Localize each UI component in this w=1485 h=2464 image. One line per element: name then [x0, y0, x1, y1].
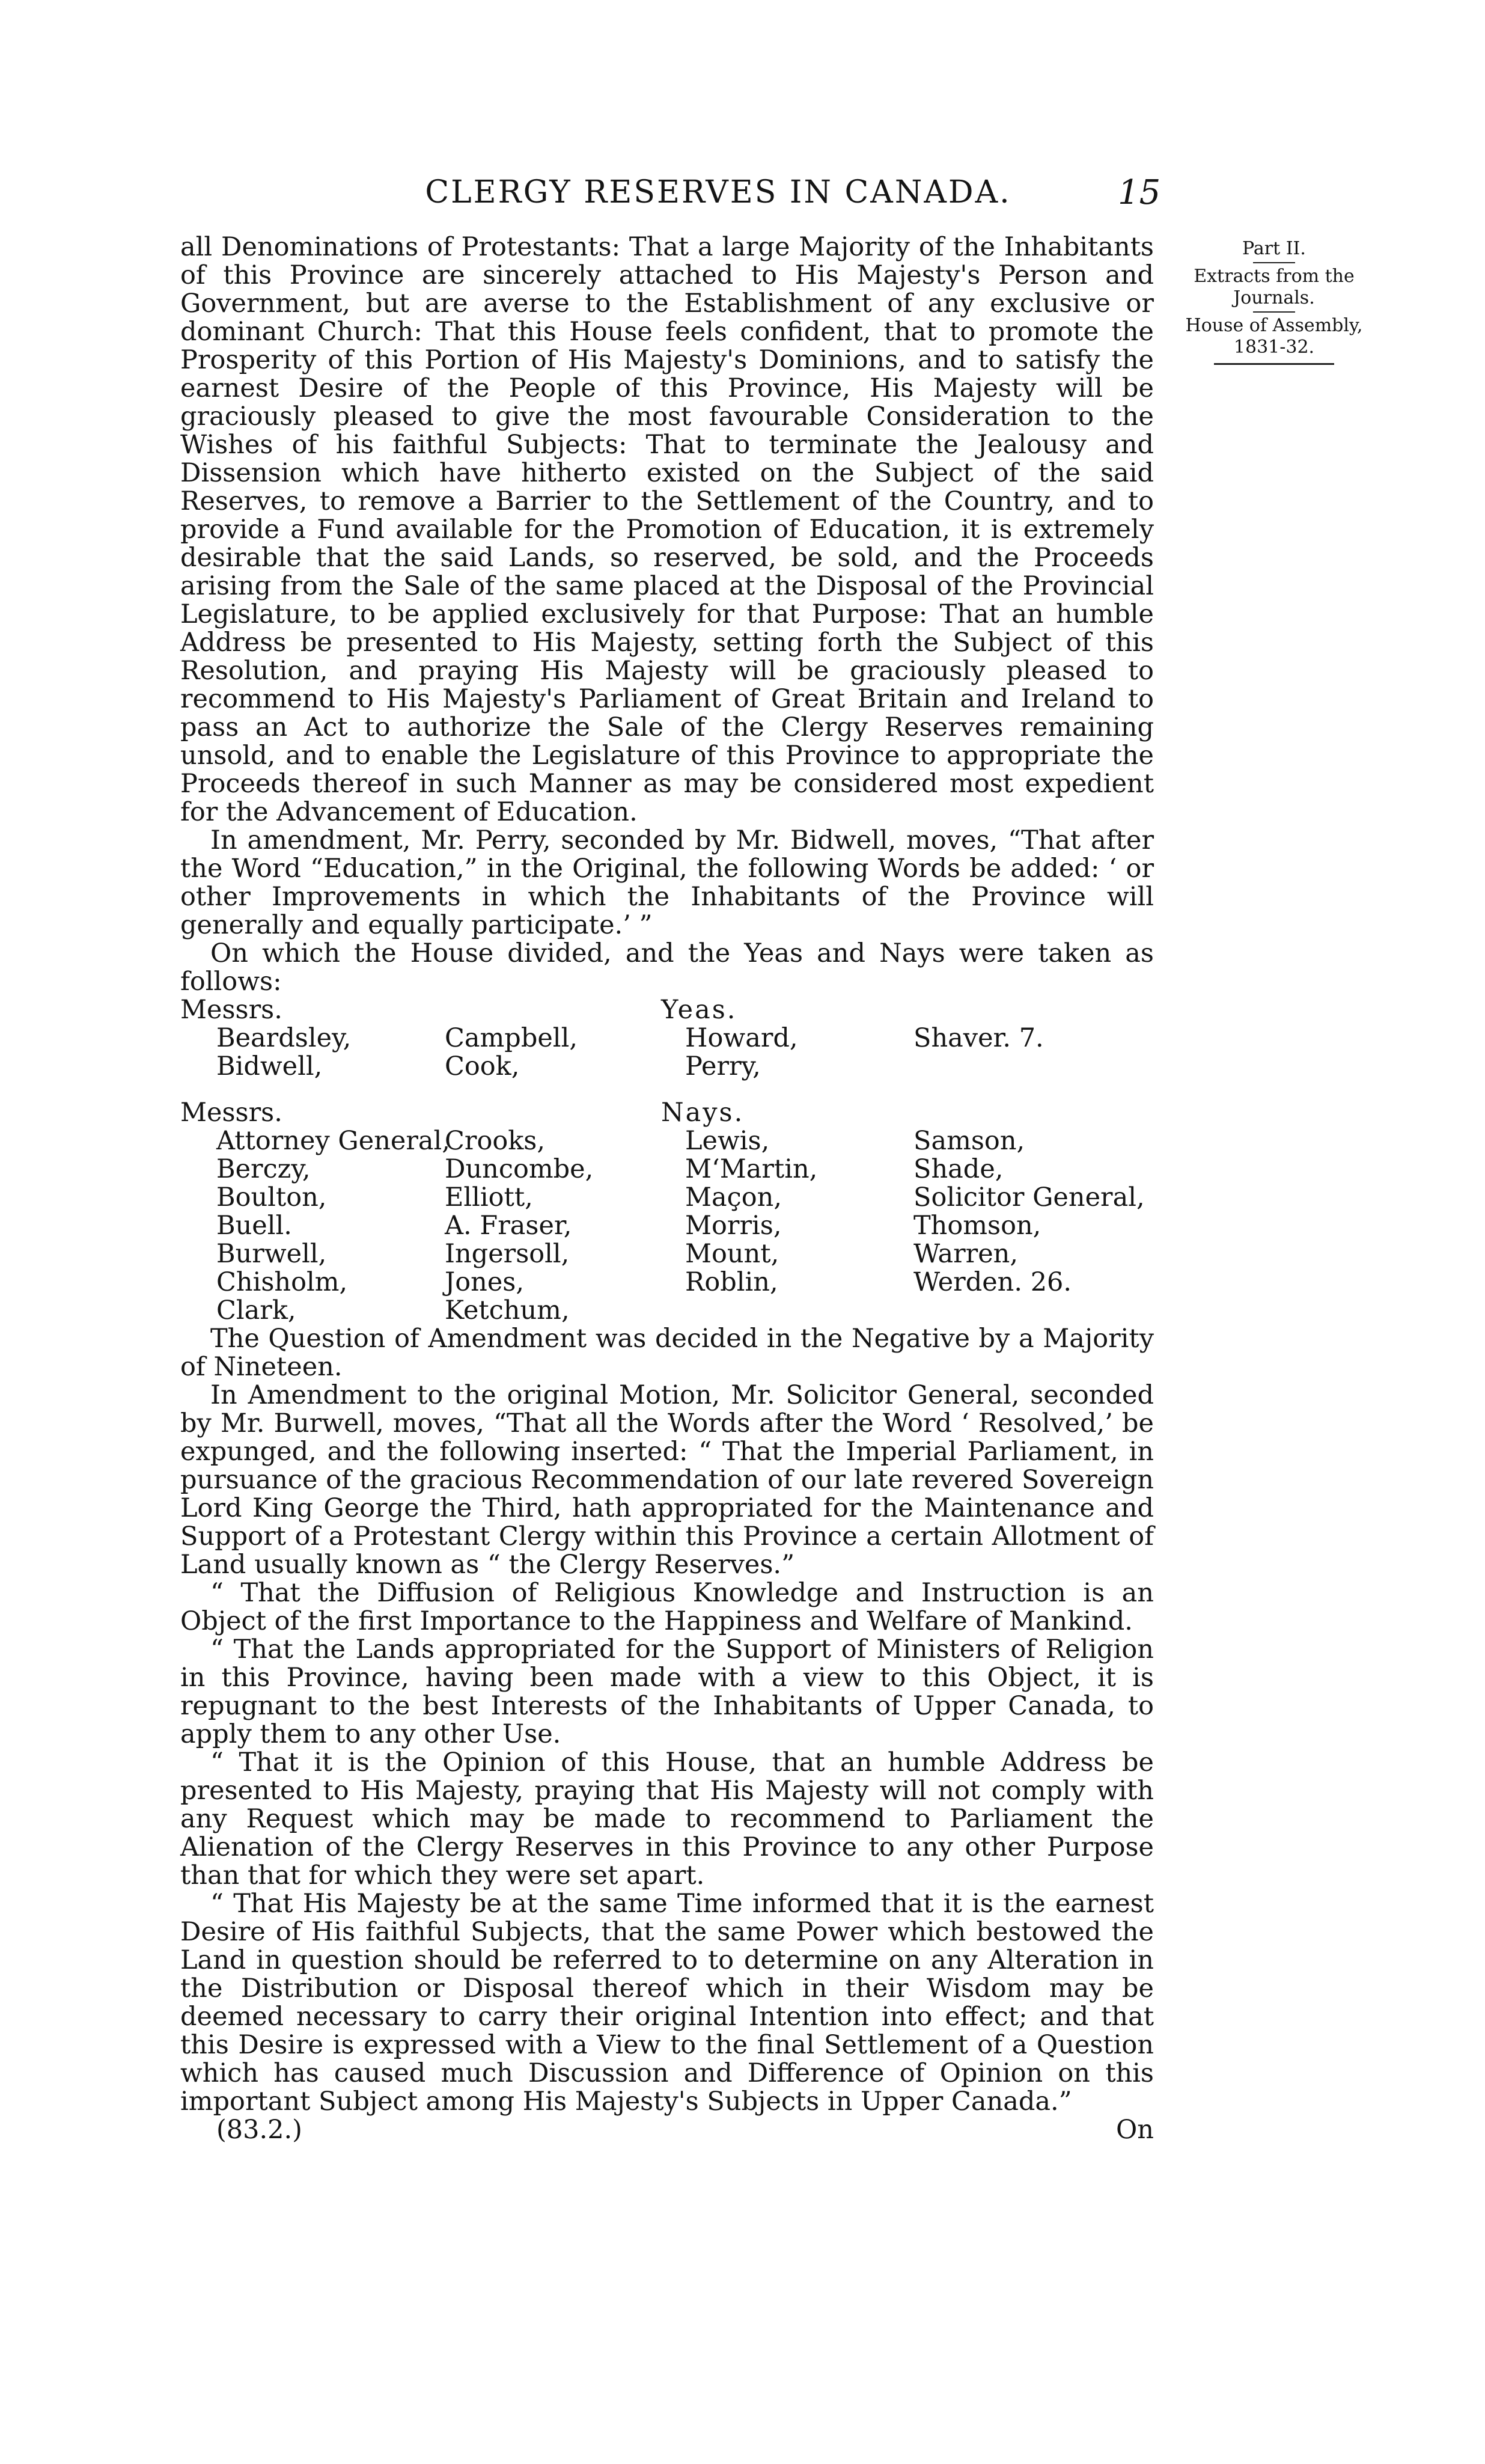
nay-name: Warren,: [913, 1239, 1019, 1269]
nay-name: Attorney General,: [216, 1126, 450, 1156]
running-head: CLERGY RESERVES IN CANADA.: [425, 174, 1011, 210]
catchword: On: [1116, 2115, 1154, 2145]
nay-name: Ingersoll,: [445, 1239, 570, 1269]
yea-name: Cook,: [445, 1051, 520, 1081]
margin-extracts: Extracts from the Journals.: [1194, 266, 1355, 308]
nay-name: Jones,: [445, 1267, 525, 1297]
nay-name: Thomson,: [913, 1211, 1041, 1241]
paragraph-address: “ That it is the Opinion of this House, that an humble Address be presented to His Majesty, praying that His Majesty will not comply with any Request which may be made to recommend to Parliament the Alienation of the Clergy Reserves in this Province to any other Purpose than that for which they were set apart.: [180, 1747, 1154, 1891]
yea-name: Beardsley,: [216, 1023, 352, 1053]
yea-name: Bidwell,: [216, 1051, 323, 1081]
nay-name: Mount,: [685, 1239, 779, 1269]
nay-name: Elliott,: [445, 1182, 533, 1212]
nay-name: Samson,: [913, 1126, 1025, 1156]
nay-name: Roblin,: [685, 1267, 778, 1297]
nay-name: Clark,: [216, 1295, 296, 1325]
nay-name: Buell.: [216, 1211, 292, 1241]
yeas-list: [180, 996, 1154, 1081]
margin-divider: [1253, 311, 1295, 313]
yea-name: Perry,: [685, 1051, 761, 1081]
yeas-heading: Yeas.: [661, 995, 737, 1025]
nay-name: M‘Martin,: [685, 1154, 818, 1184]
nay-name: Maçon,: [685, 1182, 782, 1212]
margin-part: Part II.: [1242, 238, 1306, 259]
nay-name: Lewis,: [685, 1126, 770, 1156]
nay-name: Chisholm,: [216, 1267, 348, 1297]
nay-name: Morris,: [685, 1211, 782, 1241]
nays-messrs: Messrs.: [180, 1098, 282, 1128]
page-number: 15: [1118, 173, 1161, 212]
nay-name: Duncombe,: [445, 1154, 594, 1184]
nays-heading: Nays.: [661, 1098, 745, 1128]
yeas-messrs: Messrs.: [180, 995, 282, 1025]
nay-name: Crooks,: [445, 1126, 546, 1156]
nay-name: A. Fraser,: [445, 1211, 572, 1241]
paragraph-lands: “ That the Lands appropriated for the Support of Ministers of Religion in this Province, having been made with a view to this Object, it is repugnant to the best Interests of the Inhabitants of Upper Canada, to apply them to any other Use.: [180, 1634, 1154, 1749]
nay-name: Werden. 26.: [913, 1267, 1072, 1297]
yea-name: Howard,: [685, 1023, 798, 1053]
nay-name: Shade,: [913, 1154, 1004, 1184]
paragraph-informed: “ That His Majesty be at the same Time informed that it is the earnest Desire of His faithful Subjects, that the same Power which bestowed the Land in question should be referred to to determine on any Alteration in the Distribution or Disposal thereof which in their Wisdom may be deemed necessary to carry their original Intention into effect; and that this Desire is expressed with a View to the final Settlement of a Question which has caused much Discussion and Difference of Opinion on this important Subject among His Majesty's Subjects in Upper Canada.”: [180, 1889, 1154, 2117]
signature-mark: (83.2.): [216, 2115, 302, 2145]
margin-rule: [1214, 363, 1334, 365]
nays-list: [180, 1099, 1154, 1325]
nay-name: Solicitor General,: [913, 1182, 1145, 1212]
paragraph-second-amendment: In Amendment to the original Motion, Mr. Solicitor General, seconded by Mr. Burwell, moves, “That all the Words after the Word ‘ Resolved,’ be expunged, and the following inserted: “ That the Imperial Parliament, in pursuance of the gracious Recommendation of our late revered Sovereign Lord King George the Third, hath appropriated for the Maintenance and Support of a Protestant Clergy within this Province a certain Allotment of Land usually known as “ the Clergy Reserves.”: [180, 1380, 1154, 1580]
nay-name: Berczy,: [216, 1154, 311, 1184]
paragraph-amendment: In amendment, Mr. Perry, seconded by Mr. Bidwell, moves, “That after the Word “Education,” in the Original, the following Words be added: ‘ or other Improvements in which the Inhabitants of the Province will generally and equally participate.’ ”: [180, 825, 1154, 940]
nay-name: Burwell,: [216, 1239, 327, 1269]
nay-name: [685, 1297, 913, 1325]
nay-name: [913, 1297, 1190, 1325]
yea-name: Campbell,: [445, 1023, 578, 1053]
paragraph-diffusion: “ That the Diffusion of Religious Knowledge and Instruction is an Object of the first Importance to the Happiness and Welfare of Mankind.: [180, 1578, 1154, 1636]
yea-name: Shaver. 7.: [913, 1023, 1044, 1053]
margin-note: [1178, 238, 1370, 365]
nay-name: Ketchum,: [445, 1295, 570, 1325]
yea-name: [913, 1053, 1190, 1081]
margin-divider: [1253, 262, 1295, 263]
body-text: [180, 233, 1154, 2144]
paragraph-negative: The Question of Amendment was decided in the Negative by a Majority of Nineteen.: [180, 1324, 1154, 1382]
margin-house: House of Assembly, 1831-32.: [1185, 315, 1363, 358]
nay-name: Boulton,: [216, 1182, 327, 1212]
paragraph-resolution: all Denominations of Protestants: That a large Majority of the Inhabitants of this Province are sincerely attached to His Majesty's Person and Government, but are averse to the Establishment of any exclusive or dominant Church: That this House feels confident, that to promote the Prosperity of this Portion of His Majesty's Dominions, and to satisfy the earnest Desire of the People of this Province, His Majesty will be graciously pleased to give the most favourable Consideration to the Wishes of his faithful Subjects: That to terminate the Jealousy and Dissension which have hitherto existed on the Subject of the said Reserves, to remove a Barrier to the Settlement of the Country, and to provide a Fund available for the Promotion of Education, it is extremely desirable that the said Lands, so reserved, be sold, and the Proceeds arising from the Sale of the same placed at the Disposal of the Provincial Legislature, to be applied exclusively for that Purpose: That an humble Address be presented to His Majesty, setting forth the Subject of this Resolution, and praying His Majesty will be graciously pleased to recommend to His Majesty's Parliament of Great Britain and Ireland to pass an Act to authorize the Sale of the Clergy Reserves remaining unsold, and to enable the Legislature of this Province to appropriate the Proceeds thereof in such Manner as may be considered most expedient for the Advancement of Education.: [180, 232, 1154, 827]
paragraph-division: On which the House divided, and the Yeas and Nays were taken as follows:: [180, 938, 1154, 997]
